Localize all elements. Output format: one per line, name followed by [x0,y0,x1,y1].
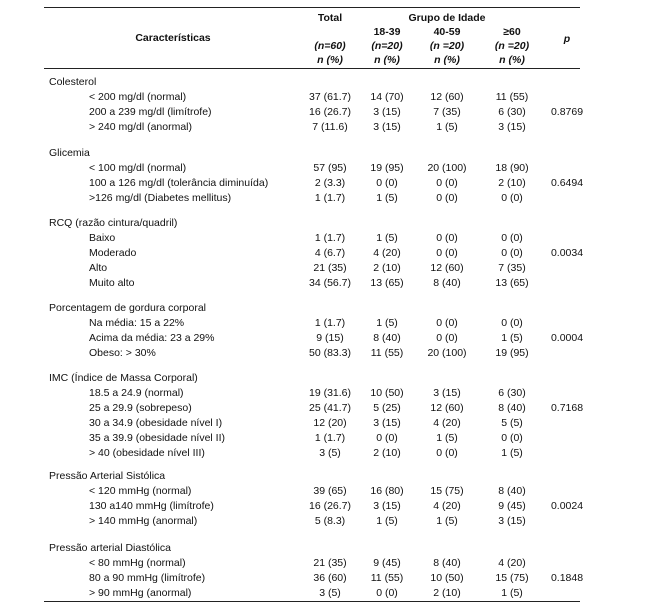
cell-total: 34 (56.7) [308,276,352,289]
cell-total: 19 (31.6) [308,386,352,399]
cell-g2: 0 (0) [436,191,458,204]
cell-g1: 1 (5) [376,191,398,204]
cell-g2: 0 (0) [436,231,458,244]
cell-g1: 3 (15) [373,416,401,429]
cell-total: 3 (5) [319,446,341,459]
cell-g3: 8 (40) [498,484,526,497]
section-title: Colesterol [49,76,97,88]
cell-g2: 8 (40) [433,556,461,569]
cell-total: 16 (26.7) [308,105,352,118]
header-g2-n: (n =20) [429,40,465,52]
cell-g1: 19 (95) [370,161,404,174]
cell-g1: 1 (5) [376,316,398,329]
row-label: 80 a 90 mmHg (limítrofe) [89,571,206,584]
cell-g3: 3 (15) [498,120,526,133]
row-label: Muito alto [89,276,135,289]
cell-g3: 0 (0) [501,231,523,244]
cell-total: 1 (1.7) [314,231,346,244]
cell-g1: 3 (15) [373,499,401,512]
header-g3-pct: n (%) [499,54,525,66]
row-label: 30 a 34.9 (obesidade nível I) [89,416,223,429]
row-label: Obeso: > 30% [89,346,156,359]
cell-total: 16 (26.7) [308,499,352,512]
p-value: 0.8769 [550,105,584,118]
p-value: 0.7168 [550,401,584,414]
cell-g1: 11 (55) [370,346,404,359]
row-label: >126 mg/dl (Diabetes mellitus) [89,191,232,204]
cell-g3: 2 (10) [498,176,526,189]
cell-g3: 1 (5) [501,586,523,599]
cell-g3: 9 (45) [498,499,526,512]
p-value: 0.1848 [550,571,584,584]
cell-g2: 7 (35) [433,105,461,118]
cell-g2: 8 (40) [433,276,461,289]
header-g3: ≥60 [503,26,521,38]
header-total-pct: n (%) [317,54,343,66]
cell-g3: 18 (90) [495,161,529,174]
cell-total: 4 (6.7) [314,246,346,259]
cell-g1: 1 (5) [376,231,398,244]
row-label: Moderado [89,246,137,259]
cell-g3: 6 (30) [498,386,526,399]
header-total: Total [317,12,343,24]
cell-g1: 0 (0) [376,176,398,189]
header-p: p [563,33,571,45]
cell-total: 1 (1.7) [314,431,346,444]
cell-g3: 0 (0) [501,431,523,444]
section-title: RCQ (razão cintura/quadril) [49,217,178,229]
cell-g2: 4 (20) [433,499,461,512]
cell-total: 1 (1.7) [314,316,346,329]
row-label: > 40 (obesidade nível III) [89,446,205,459]
cell-g2: 15 (75) [430,484,464,497]
cell-g2: 1 (5) [436,431,458,444]
cell-g2: 20 (100) [427,161,467,174]
header-g2-pct: n (%) [434,54,460,66]
cell-g2: 1 (5) [436,514,458,527]
cell-g2: 0 (0) [436,176,458,189]
cell-g2: 0 (0) [436,446,458,459]
cell-total: 39 (65) [313,484,347,497]
cell-g1: 16 (80) [370,484,404,497]
header-caracteristicas: Características [135,32,211,44]
row-label: Na média: 15 a 22% [89,316,185,329]
p-value: 0.0024 [550,499,584,512]
row-label: Alto [89,261,108,274]
row-label: < 200 mg/dl (normal) [89,90,187,103]
cell-g1: 9 (45) [373,556,401,569]
p-value: 0.0004 [550,331,584,344]
row-label: 35 a 39.9 (obesidade nível II) [89,431,226,444]
header-grupo: Grupo de Idade [408,12,486,24]
cell-g2: 0 (0) [436,246,458,259]
cell-g1: 3 (15) [373,120,401,133]
cell-total: 9 (15) [316,331,344,344]
cell-g3: 13 (65) [495,276,529,289]
section-title: Porcentagem de gordura corporal [49,302,207,314]
cell-g1: 1 (5) [376,514,398,527]
row-label: 130 a140 mmHg (limítrofe) [89,499,214,512]
cell-g2: 12 (60) [430,90,464,103]
row-label: > 240 mg/dl (anormal) [89,120,193,133]
cell-g3: 0 (0) [501,191,523,204]
header-rule [44,68,580,69]
cell-g3: 0 (0) [501,316,523,329]
cell-g3: 7 (35) [498,261,526,274]
cell-total: 37 (61.7) [308,90,352,103]
header-g1: 18-39 [373,26,401,38]
section-title: Glicemia [49,147,90,159]
row-label: 100 a 126 mg/dl (tolerância diminuída) [89,176,269,189]
cell-g1: 5 (25) [373,401,401,414]
cell-g1: 14 (70) [370,90,404,103]
cell-g3: 4 (20) [498,556,526,569]
cell-g2: 1 (5) [436,120,458,133]
cell-g2: 20 (100) [427,346,467,359]
cell-g2: 12 (60) [430,401,464,414]
cell-total: 25 (41.7) [308,401,352,414]
section-title: Pressão Arterial Sistólica [49,470,166,482]
cell-g3: 15 (75) [495,571,529,584]
row-label: Baixo [89,231,116,244]
header-total-n: (n=60) [314,40,346,52]
row-label: 200 a 239 mg/dl (limítrofe) [89,105,212,118]
cell-g1: 0 (0) [376,586,398,599]
bottom-rule [44,601,580,602]
row-label: < 80 mmHg (normal) [89,556,186,569]
top-rule [44,7,580,8]
row-label: > 90 mmHg (anormal) [89,586,192,599]
row-label: 25 a 29.9 (sobrepeso) [89,401,192,414]
p-value: 0.6494 [550,176,584,189]
cell-total: 36 (60) [313,571,347,584]
cell-g3: 19 (95) [495,346,529,359]
row-label: Acima da média: 23 a 29% [89,331,215,344]
header-g1-n: (n=20) [371,40,403,52]
p-value: 0.0034 [550,246,584,259]
cell-g2: 0 (0) [436,316,458,329]
cell-g3: 1 (5) [501,331,523,344]
cell-g2: 0 (0) [436,331,458,344]
cell-total: 2 (3.3) [314,176,346,189]
cell-g2: 12 (60) [430,261,464,274]
cell-total: 21 (35) [313,261,347,274]
cell-total: 1 (1.7) [314,191,346,204]
cell-g1: 10 (50) [370,386,404,399]
header-g1-pct: n (%) [374,54,400,66]
cell-total: 50 (83.3) [308,346,352,359]
cell-total: 7 (11.6) [312,120,348,133]
cell-total: 21 (35) [313,556,347,569]
section-title: Pressão arterial Diastólica [49,542,171,554]
cell-g3: 5 (5) [501,416,523,429]
cell-total: 12 (20) [313,416,347,429]
cell-g1: 0 (0) [376,431,398,444]
cell-g2: 10 (50) [430,571,464,584]
cell-g3: 0 (0) [501,246,523,259]
cell-total: 5 (8.3) [314,514,346,527]
cell-g3: 1 (5) [501,446,523,459]
cell-total: 3 (5) [319,586,341,599]
row-label: < 120 mmHg (normal) [89,484,192,497]
cell-g3: 3 (15) [498,514,526,527]
cell-g1: 4 (20) [373,246,401,259]
header-g2: 40-59 [433,26,461,38]
cell-g1: 3 (15) [373,105,401,118]
section-title: IMC (Índice de Massa Corporal) [49,372,198,384]
header-g3-n: (n =20) [494,40,530,52]
cell-g3: 8 (40) [498,401,526,414]
cell-g1: 2 (10) [373,261,401,274]
cell-g2: 4 (20) [433,416,461,429]
cell-g1: 2 (10) [373,446,401,459]
cell-g3: 6 (30) [498,105,526,118]
cell-total: 57 (95) [313,161,347,174]
cell-g1: 8 (40) [373,331,401,344]
row-label: 18.5 a 24.9 (normal) [89,386,184,399]
cell-g2: 3 (15) [433,386,461,399]
cell-g3: 11 (55) [495,90,529,103]
cell-g1: 13 (65) [370,276,404,289]
cell-g2: 2 (10) [433,586,461,599]
row-label: < 100 mg/dl (normal) [89,161,187,174]
cell-g1: 11 (55) [370,571,404,584]
row-label: > 140 mmHg (anormal) [89,514,198,527]
